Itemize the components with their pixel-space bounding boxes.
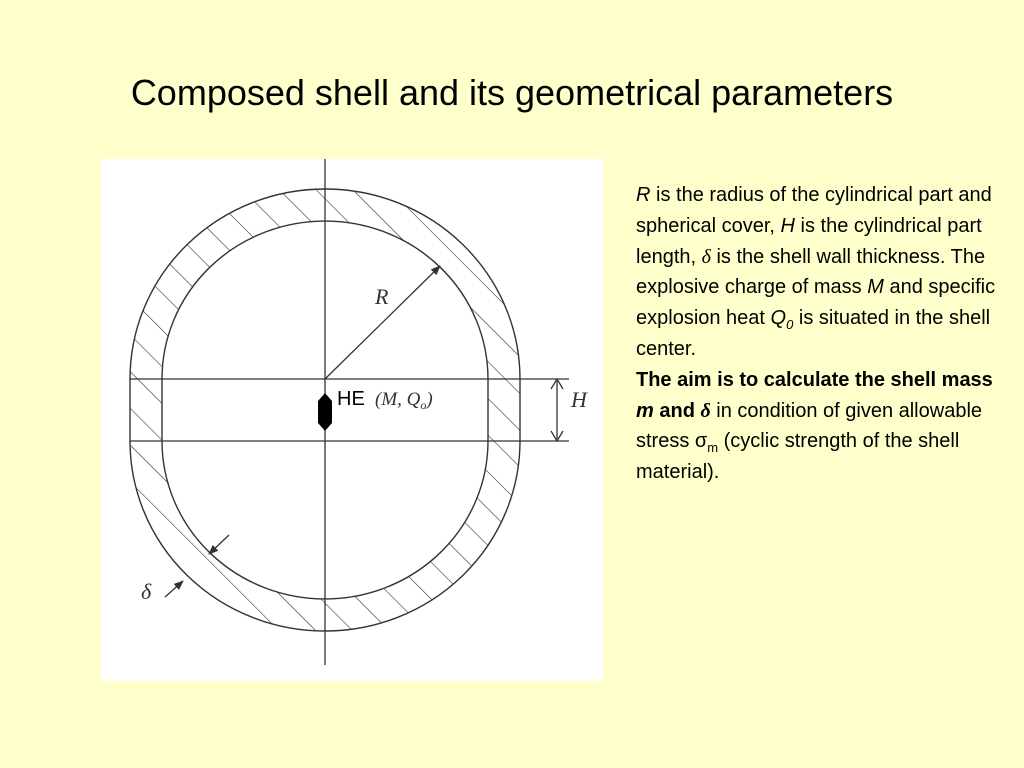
delta-label: δ: [141, 579, 152, 604]
radius-label: R: [375, 284, 389, 309]
explosive-charge: [318, 393, 332, 431]
delta-arrow-outer: [165, 581, 183, 597]
shell-diagram: [101, 159, 603, 681]
slide-title: Composed shell and its geometrical parameters: [130, 72, 894, 113]
delta-arrow-inner: [209, 535, 229, 554]
h-label: H: [571, 387, 587, 412]
description: [636, 180, 996, 488]
shell-drawing: [101, 159, 603, 681]
he-parameters: (M, $Q_o$): [375, 389, 433, 412]
radius-arrow: [325, 266, 440, 379]
aim-statement: The aim is to calculate the shell mass m and δ in condition of given allowable stress $\sigma_m$ (cyclic strength of the shell material).: [636, 368, 993, 484]
parameter-description: R is the radius of the cylindrical part and spherical cover, H is the cylindrical part length, δ is the shell wall thickness. The explosive charge of mass M and specific explosion heat $Q_0$ is situated in the shell center.: [636, 184, 996, 360]
he-label: HE: [337, 388, 365, 410]
